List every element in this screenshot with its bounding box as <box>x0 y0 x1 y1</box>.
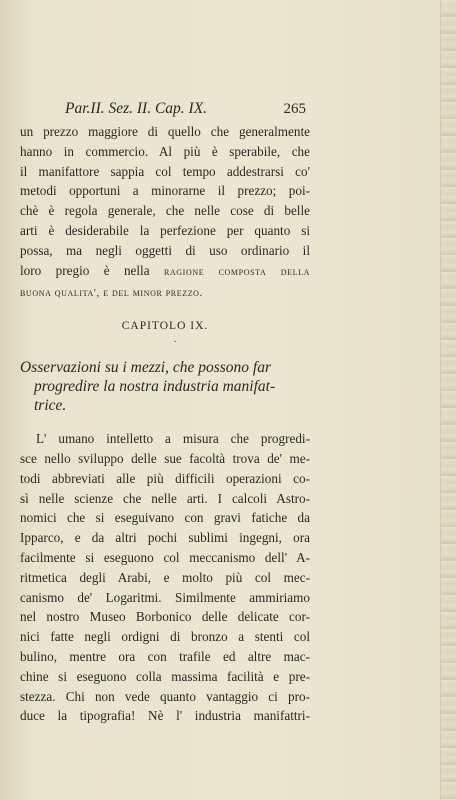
page-number: 265 <box>283 101 306 117</box>
text-line: todi abbreviati alle più difficili operazioni co- <box>20 470 310 486</box>
text-line: sì nelle scienze che nelle arti. I calcoli Astro- <box>20 490 310 506</box>
paragraph-main <box>20 429 310 726</box>
text-line: sce nello sviluppo delle sue facoltà trova de' me- <box>20 450 310 466</box>
text-line: nomici che si eseguivano con gravi fatiche da <box>20 510 310 526</box>
text-line: ritmetica degli Arabi, e molto più col mec- <box>20 569 310 585</box>
running-head-title: Par.II. Sez. II. Cap. IX. <box>65 100 208 117</box>
paragraph-top <box>20 122 310 304</box>
text-line: canismo de' Logaritmi. Similmente ammiriamo <box>20 589 310 605</box>
text-line: facilmente si eseguono col meccanismo dell' A- <box>20 549 310 565</box>
chapter-title-line: trice. <box>34 397 67 415</box>
chapter-heading: CAPITOLO IX. <box>121 320 209 333</box>
text-line: bulino, mentre ora con trafile ed altre mac- <box>20 648 310 664</box>
running-head <box>20 100 310 122</box>
text-line-mixed <box>20 261 310 283</box>
text-line: un prezzo maggiore di quello che generalmente <box>20 124 310 139</box>
text-line: stezza. Chi non vede quanto vantaggio ci pro- <box>20 688 310 704</box>
text-span: loro pregio è nella <box>20 262 150 278</box>
text-line: duce la tipografia! Nè l' industria manifattri- <box>20 708 310 724</box>
page-text-block <box>20 100 310 726</box>
text-line: arti è desiderabile la perfezione per quanto si <box>20 222 310 238</box>
small-caps-span: ragione composta della <box>163 265 311 278</box>
chapter-title-line: progredire la nostra industria manifat- <box>34 378 276 396</box>
text-line: nel nostro Museo Borbonico delle delicate cor- <box>20 609 310 625</box>
page-deckle-edge <box>440 0 456 800</box>
chapter-title <box>20 358 310 415</box>
text-line: il manifattore sappia col tempo addestrarsi co' <box>20 163 310 179</box>
small-caps-span: buona qualita', e del minor prezzo. <box>20 287 203 300</box>
text-line: Ipparco, e da altri pochi sublimi ingegni, ora <box>20 530 310 546</box>
text-line: hanno in commercio. Al più è sperabile, che <box>20 143 310 159</box>
text-line: possa, ma negli oggetti di uso ordinario il <box>20 242 310 258</box>
chapter-title-line: Osservazioni su i mezzi, che possono far <box>20 359 272 377</box>
text-line: metodi opportuni a minorarne il prezzo; poi- <box>20 183 310 199</box>
text-line: nici fatte negli ordigni di bronzo a stenti col <box>20 629 310 645</box>
text-line: L' umano intelletto a misura che progredi- <box>36 431 310 447</box>
ornament-dot: · <box>173 337 177 349</box>
text-line: chine si eseguono colla massima facilità e pre- <box>20 668 310 684</box>
text-line-small-caps <box>20 282 310 304</box>
text-line: chè è regola generale, che nelle cose di belle <box>20 203 310 219</box>
